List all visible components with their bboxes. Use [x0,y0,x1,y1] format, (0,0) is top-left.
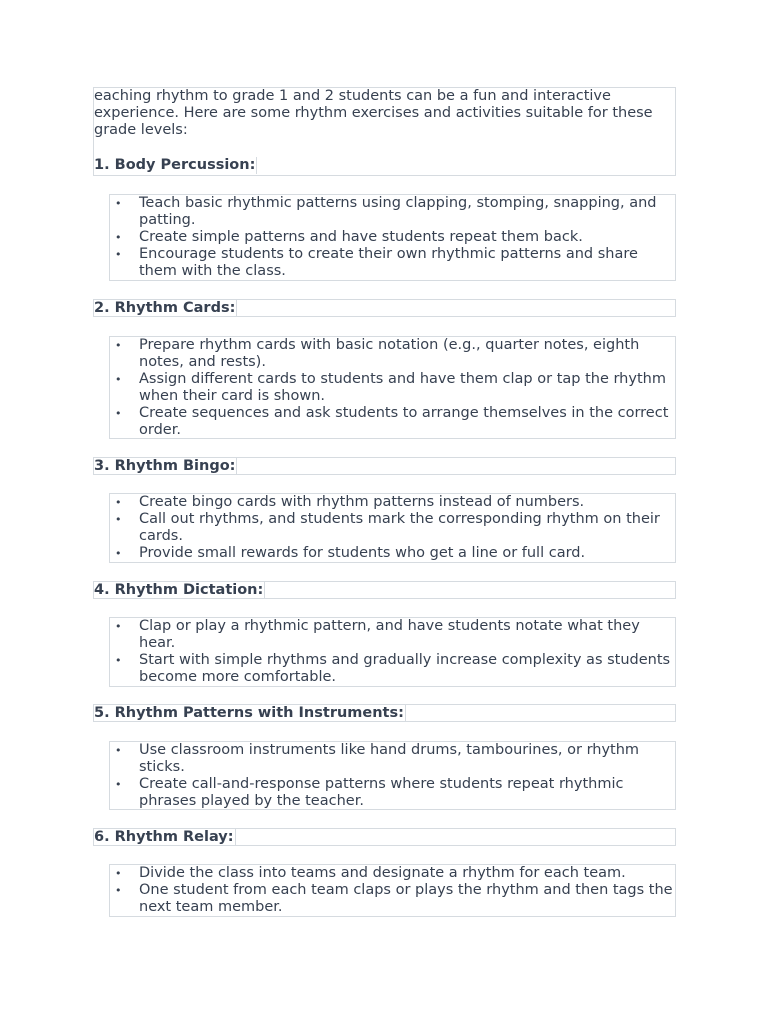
list-rhythm-relay [109,864,676,917]
list-item: • Teach basic rhythmic patterns using clapping, stomping, snapping, and patting. [110,195,675,229]
section-title-body-percussion: 1. Body Percussion: [94,157,256,173]
list-body-percussion [109,194,676,281]
list-rhythm-bingo [109,493,676,563]
document [93,87,676,917]
list-item: • Create simple patterns and have students repeat them back. [110,229,675,246]
list-rhythm-patterns-instruments [109,741,676,810]
list-item: • Divide the class into teams and designate a rhythm for each team. [110,865,675,882]
heading-rhythm-patterns-instruments [93,704,676,722]
list-item: • Encourage students to create their own rhythmic patterns and share them with the class. [110,246,675,280]
intro-block [93,87,676,176]
intro-text: eaching rhythm to grade 1 and 2 students can be a fun and interactive experience. Here are some rhythm exercises and activities suitable for these grade levels: [94,88,653,138]
heading-rhythm-bingo [93,457,676,475]
list-item: • One student from each team claps or plays the rhythm and then tags the next team member. [110,882,675,916]
list-item: • Create sequences and ask students to arrange themselves in the correct order. [110,405,675,439]
heading-rhythm-relay [93,828,676,846]
section-title-rhythm-bingo: 3. Rhythm Bingo: [94,458,236,474]
list-item: • Clap or play a rhythmic pattern, and have students notate what they hear. [110,618,675,652]
list-item: • Create call-and-response patterns where students repeat rhythmic phrases played by the teacher. [110,776,675,810]
section-title-rhythm-relay: 6. Rhythm Relay: [94,829,234,845]
section-title-rhythm-dictation: 4. Rhythm Dictation: [94,582,264,598]
list-item: • Call out rhythms, and students mark the corresponding rhythm on their cards. [110,511,675,545]
list-item: • Create bingo cards with rhythm patterns instead of numbers. [110,494,675,511]
list-item: • Start with simple rhythms and gradually increase complexity as students become more comfortable. [110,652,675,686]
list-item: • Use classroom instruments like hand drums, tambourines, or rhythm sticks. [110,742,675,776]
list-item: • Provide small rewards for students who get a line or full card. [110,545,675,562]
list-rhythm-cards [109,336,676,439]
list-item: • Prepare rhythm cards with basic notation (e.g., quarter notes, eighth notes, and rests). [110,337,675,371]
list-rhythm-dictation [109,617,676,687]
heading-rhythm-dictation [93,581,676,599]
list-item: • Assign different cards to students and have them clap or tap the rhythm when their card is shown. [110,371,675,405]
section-title-rhythm-patterns-instruments: 5. Rhythm Patterns with Instruments: [94,705,404,721]
section-title-rhythm-cards: 2. Rhythm Cards: [94,300,236,316]
heading-rhythm-cards [93,299,676,317]
